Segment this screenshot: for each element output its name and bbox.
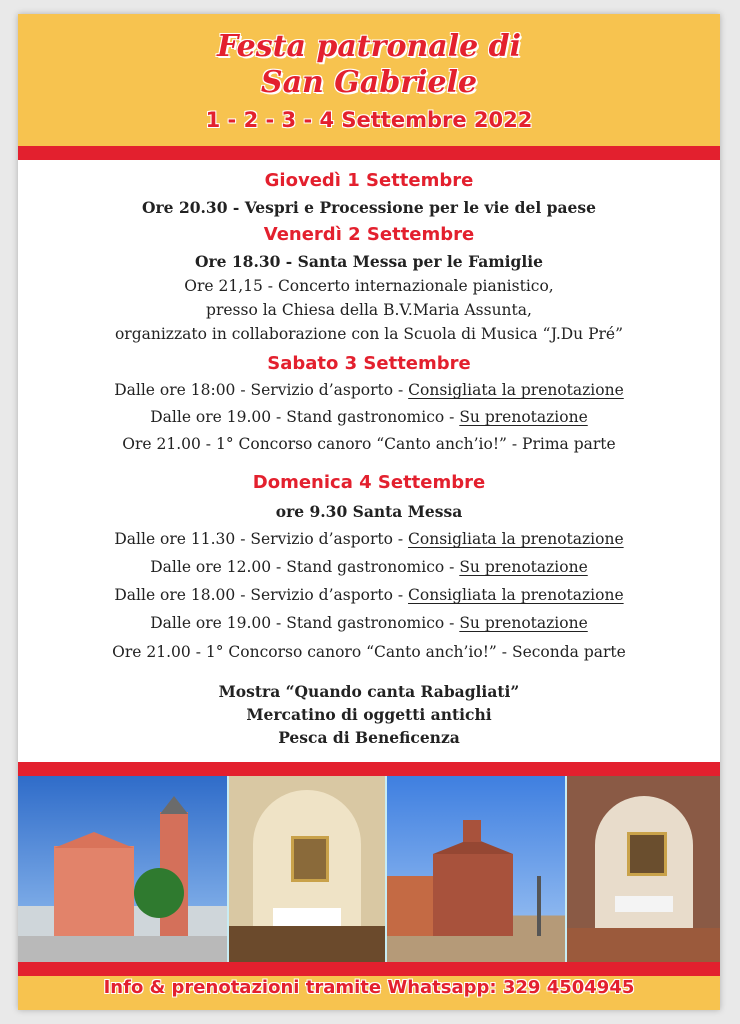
festival-dates: 1 - 2 - 3 - 4 Settembre 2022 [205, 108, 533, 132]
saturday-food-stand-text: Dalle ore 19.00 - Stand gastronomico - [150, 408, 460, 426]
brick-church-photo [387, 776, 565, 962]
whatsapp-info: Info & prenotazioni tramite Whatsapp: 329 4504945 [103, 977, 635, 998]
altar-table [273, 908, 341, 926]
red-divider-middle [18, 762, 720, 776]
sunday-food-stand-2-text: Dalle ore 19.00 - Stand gastronomico - [150, 614, 460, 632]
poster-title-line2: San Gabriele [260, 65, 478, 100]
red-divider-bottom [18, 962, 720, 976]
church-facade [54, 846, 134, 936]
brick-altar-painting [627, 832, 667, 876]
saturday-singing-contest: Ore 21.00 - 1° Concorso canoro “Canto anch’io!” - Prima parte [122, 435, 616, 453]
friday-item-venue: presso la Chiesa della B.V.Maria Assunta, [206, 301, 532, 319]
friday-item-mass: Ore 18.30 - Santa Messa per le Famiglie [194, 252, 544, 271]
event-poster [18, 14, 720, 1010]
friday-item-concert: Ore 21,15 - Concerto internazionale pianistico, [184, 277, 554, 295]
tree [134, 868, 184, 918]
side-building [387, 876, 433, 936]
sunday-takeaway-1-booking: Consigliata la prenotazione [408, 530, 624, 548]
extra-antiques-market: Mercatino di oggetti antichi [246, 705, 492, 724]
sunday-mass: ore 9.30 Santa Messa [275, 502, 463, 521]
street [18, 936, 227, 962]
extra-charity-raffle: Pesca di Beneficenza [278, 728, 460, 747]
sunday-takeaway-2-text: Dalle ore 18.00 - Servizio d’asporto - [114, 586, 409, 604]
bell-tower-spire [160, 796, 188, 814]
photo-strip [18, 776, 720, 962]
sunday-food-stand-2 [18, 614, 720, 632]
brick-interior-floor [567, 928, 720, 962]
sunday-food-stand-2-booking: Su prenotazione [459, 614, 588, 632]
saturday-takeaway-text: Dalle ore 18:00 - Servizio d’asporto - [114, 381, 409, 399]
church-exterior-photo [18, 776, 227, 962]
bell-gable [463, 820, 481, 842]
church-interior-photo [229, 776, 385, 962]
saturday-food-stand [18, 408, 720, 426]
saturday-food-stand-booking: Su prenotazione [459, 408, 588, 426]
church-roof [54, 832, 134, 848]
brick-altar-table [615, 896, 673, 912]
sunday-takeaway-1-text: Dalle ore 11.30 - Servizio d’asporto - [114, 530, 409, 548]
sunday-singing-contest: Ore 21.00 - 1° Concorso canoro “Canto anch’io!” - Seconda parte [112, 643, 626, 661]
day-heading-friday: Venerdì 2 Settembre [263, 224, 475, 245]
sunday-takeaway-2-booking: Consigliata la prenotazione [408, 586, 624, 604]
poster-footer [18, 976, 720, 1010]
day-heading-sunday: Domenica 4 Settembre [252, 472, 486, 493]
sunday-food-stand-1-booking: Su prenotazione [459, 558, 588, 576]
interior-floor [229, 926, 385, 962]
poster-header [18, 14, 720, 146]
friday-item-collaboration: organizzato in collaborazione con la Scuola di Musica “J.Du Pré” [114, 325, 624, 343]
cross-post [537, 876, 541, 936]
sunday-food-stand-1-text: Dalle ore 12.00 - Stand gastronomico - [150, 558, 460, 576]
altar-painting [291, 836, 329, 882]
brick-church-facade [433, 854, 513, 936]
day-heading-thursday: Giovedì 1 Settembre [264, 170, 474, 191]
sunday-takeaway-1 [18, 530, 720, 548]
sunday-takeaway-2 [18, 586, 720, 604]
extra-exhibition: Mostra “Quando canta Rabagliati” [218, 682, 520, 701]
day-heading-saturday: Sabato 3 Settembre [267, 353, 471, 374]
saturday-takeaway-booking: Consigliata la prenotazione [408, 381, 624, 399]
brick-interior-photo [567, 776, 720, 962]
saturday-takeaway [18, 381, 720, 399]
poster-title-line1: Festa patronale di [216, 29, 521, 64]
thursday-item: Ore 20.30 - Vespri e Processione per le vie del paese [142, 198, 596, 217]
red-divider-top [18, 146, 720, 160]
sunday-food-stand-1 [18, 558, 720, 576]
